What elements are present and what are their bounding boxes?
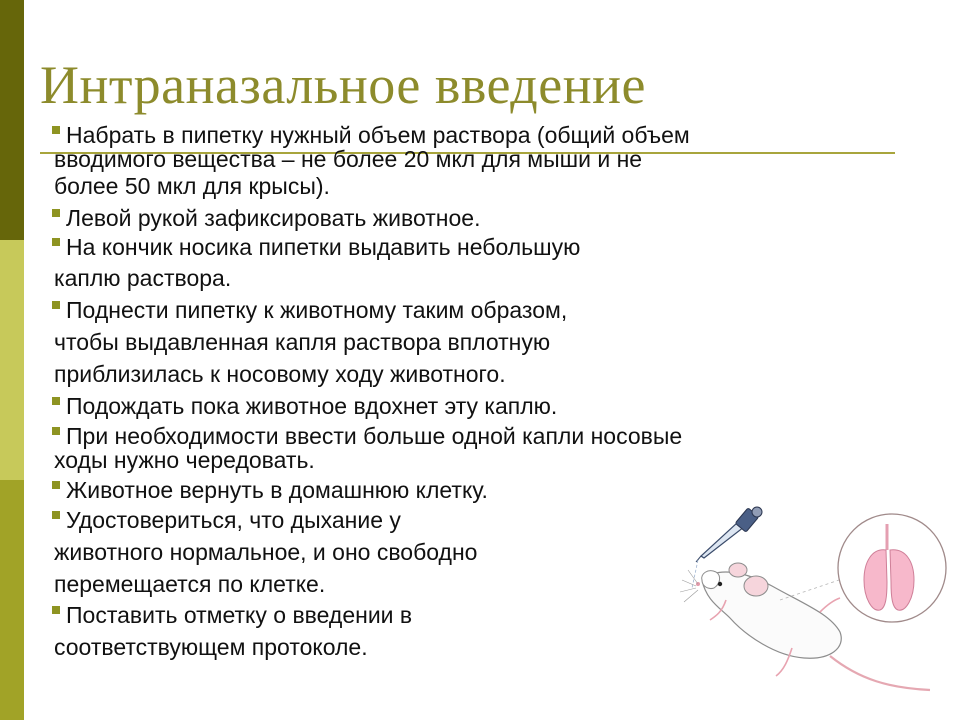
bullet-text-line: Поднести пипетку к животному таким образом,	[66, 297, 568, 323]
accent-bar-bottom	[0, 480, 24, 720]
bullet-text-line: каплю раствора.	[54, 265, 232, 291]
bullet-text-line: соответствующем протоколе.	[54, 634, 368, 660]
square-bullet-icon	[52, 126, 60, 134]
bullet-text-line: Животное вернуть в домашнюю клетку.	[66, 477, 488, 503]
bullet-text-line: Набрать в пипетку нужный объем раствора (общий объем	[66, 122, 690, 148]
mouse-intranasal-illustration	[680, 500, 950, 700]
accent-bar-middle	[0, 240, 24, 480]
bullet-text-line: Левой рукой зафиксировать животное.	[66, 205, 481, 231]
bullet-text-line: перемещается по клетке.	[54, 571, 326, 597]
bullet-text-line: ходы нужно чередовать.	[54, 447, 315, 473]
square-bullet-icon	[52, 301, 60, 309]
bullet-text-line: чтобы выдавленная капля раствора вплотную	[54, 329, 551, 355]
bullet-text-line: При необходимости ввести больше одной капли носовые	[66, 423, 683, 449]
bullet-text-line: животного нормальное, и оно свободно	[54, 539, 478, 565]
bullet-text-line: Подождать пока животное вдохнет эту каплю.	[66, 393, 558, 419]
bullet-text-line: Поставить отметку о введении в	[66, 602, 413, 628]
square-bullet-icon	[52, 606, 60, 614]
bullet-text-line: Удостовериться, что дыхание у	[66, 507, 401, 533]
square-bullet-icon	[52, 209, 60, 217]
bullet-text-line: приблизилась к носовому ходу животного.	[54, 361, 506, 387]
square-bullet-icon	[52, 481, 60, 489]
bullet-text-line: На кончик носика пипетки выдавить небольшую	[66, 234, 581, 260]
square-bullet-icon	[52, 238, 60, 246]
slide-title: Интраназальное введение	[40, 55, 647, 115]
square-bullet-icon	[52, 427, 60, 435]
bullet-text-line: вводимого вещества – не более 20 мкл для мыши и не	[54, 146, 643, 172]
square-bullet-icon	[52, 511, 60, 519]
square-bullet-icon	[52, 397, 60, 405]
bullet-text-line: более 50 мкл для крысы).	[54, 173, 330, 199]
accent-bar-top	[0, 0, 24, 240]
